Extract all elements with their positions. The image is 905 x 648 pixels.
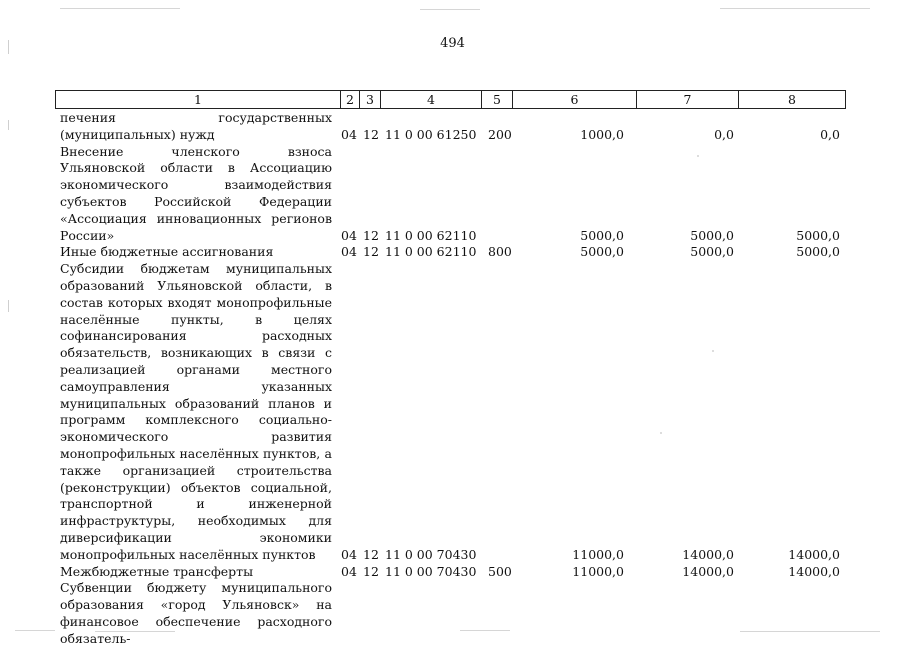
scan-edge-bottom xyxy=(460,630,510,631)
row-description: Субвенции бюджету муниципального образования «город Ульяновск» на финансовое обеспечение расходного обязатель- xyxy=(60,580,332,646)
section-code: 04 xyxy=(341,563,357,579)
column-header-4: 4 xyxy=(381,91,482,109)
scan-edge-bottom xyxy=(740,631,880,632)
column-header-7: 7 xyxy=(637,91,739,109)
column-header-5: 5 xyxy=(482,91,513,109)
subsection-code: 12 xyxy=(363,546,379,562)
amount-col-7: 14000,0 xyxy=(682,546,734,562)
scan-edge-top xyxy=(420,9,480,10)
amount-col-7: 14000,0 xyxy=(682,563,734,579)
column-header-8: 8 xyxy=(739,91,846,109)
table-row xyxy=(60,143,840,245)
subsection-code: 12 xyxy=(363,227,379,243)
row-description: Субсидии бюджетам муниципальных образований Ульяновской области, в состав которых входят монопрофильные населённые пункты, в целях софинансирования расходных обязательств, возникающих в связи с реализацией органами местного самоуправления указанных муниципальных образований планов и программ комплексного социально-экономического развития монопрофильных населённых пунктов, а также организацией строительства (реконструкции) объектов социальной, транспортной и инженерной инфраструктуры, необходимых для диверсификации экономики монопрофильных населённых пунктов xyxy=(60,261,332,562)
scan-speck xyxy=(697,155,699,157)
amount-col-7: 0,0 xyxy=(714,126,734,142)
scan-speck xyxy=(660,432,662,434)
scan-edge-left xyxy=(8,300,9,312)
section-code: 04 xyxy=(341,227,357,243)
table-header xyxy=(55,90,846,109)
target-article-code: 11 0 00 61250 xyxy=(385,126,477,142)
column-header-3: 3 xyxy=(360,91,381,109)
row-description: Межбюджетные трансферты xyxy=(60,563,254,579)
subsection-code: 12 xyxy=(363,563,379,579)
column-header-6: 6 xyxy=(513,91,637,109)
target-article-code: 11 0 00 62110 xyxy=(385,244,477,260)
target-article-code: 11 0 00 62110 xyxy=(385,227,477,243)
table-row xyxy=(60,110,840,144)
amount-col-8: 5000,0 xyxy=(796,244,840,260)
expense-kind-code: 200 xyxy=(488,126,512,142)
scan-edge-top xyxy=(60,8,180,9)
table-body xyxy=(60,110,840,648)
table-row xyxy=(60,580,332,647)
table-row xyxy=(60,261,840,563)
subsection-code: 12 xyxy=(363,126,379,142)
section-code: 04 xyxy=(341,244,357,260)
page-number: 494 xyxy=(440,36,465,51)
amount-col-6: 5000,0 xyxy=(580,244,624,260)
subsection-code: 12 xyxy=(363,244,379,260)
amount-col-6: 11000,0 xyxy=(572,563,624,579)
section-code: 04 xyxy=(341,126,357,142)
scan-edge-top xyxy=(720,8,870,9)
row-description: Иные бюджетные ассигнования xyxy=(60,244,274,260)
column-header-2: 2 xyxy=(341,91,360,109)
amount-col-6: 11000,0 xyxy=(572,546,624,562)
target-article-code: 11 0 00 70430 xyxy=(385,546,477,562)
row-description: Внесение членского взноса Ульяновской области в Ассоциацию экономического взаимодействия субъектов Российской Федерации «Ассоциация инновационных регионов России» xyxy=(60,143,332,243)
expense-kind-code: 500 xyxy=(488,563,512,579)
scan-edge-bottom xyxy=(15,630,55,631)
amount-col-8: 14000,0 xyxy=(788,546,840,562)
column-header-1: 1 xyxy=(56,91,341,109)
row-description: печения государственных (муниципальных) нужд xyxy=(60,110,332,142)
amount-col-8: 0,0 xyxy=(820,126,840,142)
amount-col-6: 1000,0 xyxy=(580,126,624,142)
amount-col-8: 14000,0 xyxy=(788,563,840,579)
section-code: 04 xyxy=(341,546,357,562)
amount-col-7: 5000,0 xyxy=(690,227,734,243)
table-row xyxy=(60,563,840,581)
expense-kind-code: 800 xyxy=(488,244,512,260)
amount-col-6: 5000,0 xyxy=(580,227,624,243)
target-article-code: 11 0 00 70430 xyxy=(385,563,477,579)
amount-col-7: 5000,0 xyxy=(690,244,734,260)
scan-edge-left xyxy=(8,120,9,130)
scan-speck xyxy=(712,350,714,352)
amount-col-8: 5000,0 xyxy=(796,227,840,243)
table-row xyxy=(60,244,840,261)
